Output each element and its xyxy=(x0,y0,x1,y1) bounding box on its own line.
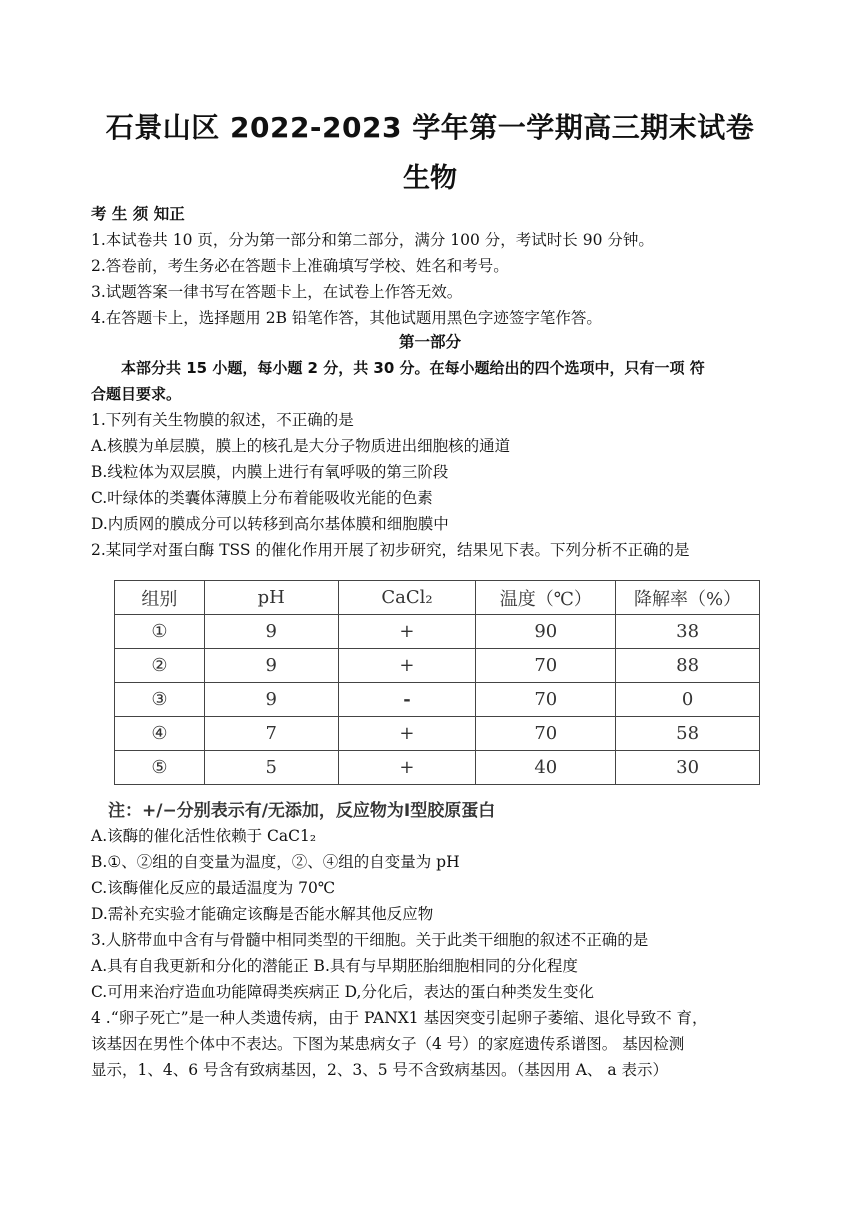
q2-option-c: C.该酶催化反应的最适温度为 70℃ xyxy=(91,879,336,897)
table-cell: 88 xyxy=(616,649,760,683)
q4-stem-line2: 该基因在男性个体中不表达。下图为某患病女子（4 号）的家庭遗传系谱图。 基因检测 xyxy=(91,1035,685,1053)
table-row xyxy=(115,683,760,717)
part1-instructions-cont: 合题目要求。 xyxy=(91,385,182,403)
table-cell: 40 xyxy=(476,751,616,785)
table-cell: 0 xyxy=(616,683,760,717)
table-cell: 9 xyxy=(204,615,338,649)
q1-option-d: D.内质网的膜成分可以转移到高尔基体膜和细胞膜中 xyxy=(91,515,449,533)
subject-title: 生物 xyxy=(403,163,457,194)
q2-data-table xyxy=(114,580,760,785)
table-cell: - xyxy=(338,683,476,717)
table-cell: 38 xyxy=(616,615,760,649)
q1-option-b: B.线粒体为双层膜，内膜上进行有氧呼吸的第三阶段 xyxy=(91,463,449,481)
table-cell: + xyxy=(338,649,476,683)
table-row xyxy=(115,751,760,785)
q2-option-b: B.①、②组的自变量为温度，②、④组的自变量为 pH xyxy=(91,853,460,871)
table-cell: 70 xyxy=(476,683,616,717)
table-cell: + xyxy=(338,615,476,649)
table-header: pH xyxy=(204,581,338,615)
table-cell: ⑤ xyxy=(115,751,205,785)
q2-option-d: D.需补充实验才能确定该酶是否能水解其他反应物 xyxy=(91,905,434,923)
table-cell: 90 xyxy=(476,615,616,649)
q3-options-ab: A.具有自我更新和分化的潜能正 B.具有与早期胚胎细胞相同的分化程度 xyxy=(91,957,578,975)
table-cell: 58 xyxy=(616,717,760,751)
table-cell: ④ xyxy=(115,717,205,751)
q1-option-c: C.叶绿体的类囊体薄膜上分布着能吸收光能的色素 xyxy=(91,489,433,507)
table-cell: ③ xyxy=(115,683,205,717)
q4-stem-line1: 4 .“卵子死亡”是一种人类遗传病，由于 PANX1 基因突变引起卵子萎缩、退化导致不 育， xyxy=(91,1009,708,1027)
part1-heading: 第一部分 xyxy=(398,333,461,351)
notice-item: 3.试题答案一律书写在答题卡上，在试卷上作答无效。 xyxy=(91,283,463,301)
table-cell: 30 xyxy=(616,751,760,785)
q2-stem: 2.某同学对蛋白酶 TSS 的催化作用开展了初步研究，结果见下表。下列分析不正确的是 xyxy=(91,541,690,559)
table-cell: 5 xyxy=(204,751,338,785)
q1-option-a: A.核膜为单层膜，膜上的核孔是大分子物质进出细胞核的通道 xyxy=(91,437,511,455)
table-header: 组别 xyxy=(115,581,205,615)
notice-heading: 考 生 须 知正 xyxy=(91,205,185,223)
q3-options-cd: C.可用来治疗造血功能障碍类疾病正 D,分化后，表达的蛋白种类发生变化 xyxy=(91,983,594,1001)
table-cell: 70 xyxy=(476,717,616,751)
notice-item: 2.答卷前，考生务必在答题卡上准确填写学校、姓名和考号。 xyxy=(91,257,509,275)
table-cell: + xyxy=(338,717,476,751)
table-header-row xyxy=(115,581,760,615)
exam-title: 石景山区 2022-2023 学年第一学期高三期末试卷 xyxy=(105,111,755,144)
part1-instructions: 本部分共 15 小题，每小题 2 分，共 30 分。在每小题给出的四个选项中，只有一项 符 xyxy=(121,359,705,377)
table-row xyxy=(115,615,760,649)
table-cell: + xyxy=(338,751,476,785)
table-row xyxy=(115,649,760,683)
table-note: 注：+/−分别表示有/无添加，反应物为Ⅰ型胶原蛋白 xyxy=(108,801,496,821)
q3-stem: 3.人脐带血中含有与骨髓中相同类型的干细胞。关于此类干细胞的叙述不正确的是 xyxy=(91,931,649,949)
table-cell: 70 xyxy=(476,649,616,683)
q4-stem-line3: 显示，1、4、6 号含有致病基因，2、3、5 号不含致病基因。（基因用 A、 a 表示） xyxy=(91,1061,668,1079)
notice-item: 1.本试卷共 10 页，分为第一部分和第二部分，满分 100 分，考试时长 90 分钟。 xyxy=(91,231,654,249)
q2-option-a: A.该酶的催化活性依赖于 CaC1₂ xyxy=(91,827,317,845)
table-cell: ② xyxy=(115,649,205,683)
table-header: 降解率（%） xyxy=(616,581,760,615)
table-row xyxy=(115,717,760,751)
table-cell: 9 xyxy=(204,649,338,683)
q1-stem: 1.下列有关生物膜的叙述，不正确的是 xyxy=(91,411,354,429)
table-cell: ① xyxy=(115,615,205,649)
notice-item: 4.在答题卡上，选择题用 2B 铅笔作答，其他试题用黑色字迹签字笔作答。 xyxy=(91,309,602,327)
table-header: CaCl₂ xyxy=(338,581,476,615)
table-header: 温度（℃） xyxy=(476,581,616,615)
table-cell: 9 xyxy=(204,683,338,717)
table-cell: 7 xyxy=(204,717,338,751)
